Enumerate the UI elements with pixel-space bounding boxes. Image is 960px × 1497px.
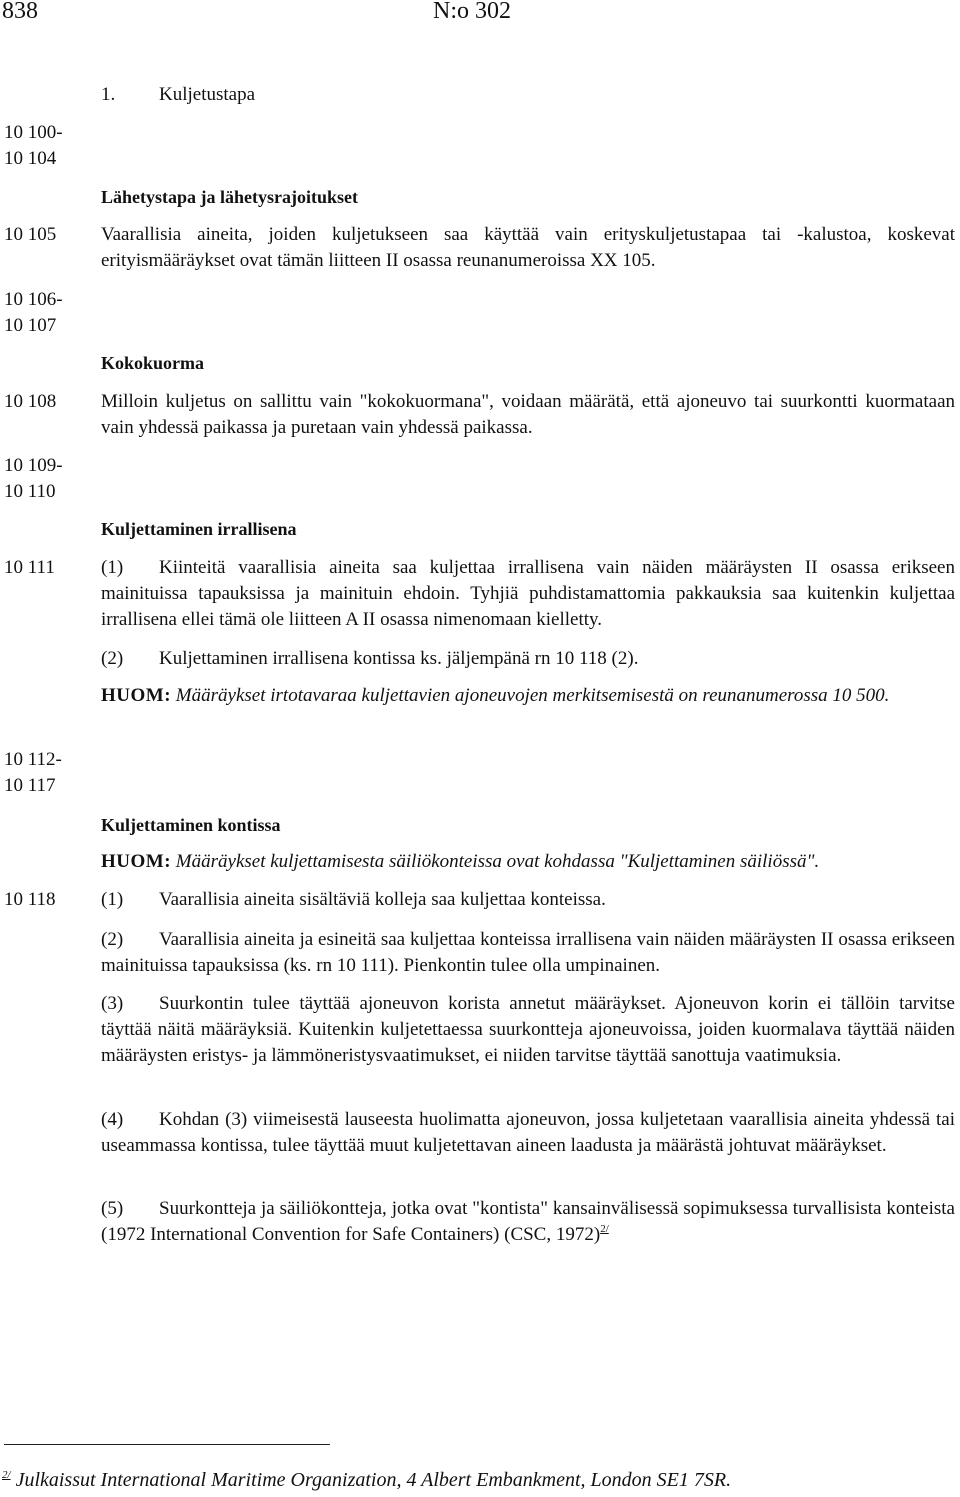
paragraph-10118-5 [101,1196,955,1248]
item-text: Vaarallisia aineita sisältäviä kolleja saa kuljettaa konteissa. [159,889,606,910]
issue-number: N:o 302 [433,0,511,24]
paragraph-10118-2 [101,927,955,979]
note-text: Määräykset irtotavaraa kuljettavien ajoneuvojen merkitsemisestä on reunanumerossa 10 500. [175,685,890,706]
margin-number [4,555,55,581]
margin-number-line: 10 100- [4,122,63,143]
heading-kokokuorma: Kokokuorma [101,353,205,373]
item-text: Kuljettaminen irrallisena kontissa ks. jäljempänä rn 10 118 (2). [159,648,639,669]
note-label: HUOM: [101,851,172,872]
item-text: Suurkontin tulee täyttää ajoneuvon korista annetut määräykset. Ajoneuvon korin ei tällöin tarvitse täyttää näitä määräyksiä. Kuitenkin kuljetettaessa suurkontteja ajoneuvoissa, joiden kuormalava täyttää näiden määräysten eristys- ja lämmöneristysvaatimukset, ei niiden tarvitse täyttää sanottuja vaatimuksia. [101,993,955,1066]
footnote-divider [4,1444,330,1445]
paragraph-10118-4 [101,1107,955,1159]
heading-lahetystapa: Lähetystapa ja lähetysrajoitukset [101,187,358,207]
margin-number-line: 10 117 [4,775,56,796]
footnote-marker: 2/ [2,1469,11,1481]
heading-kontissa: Kuljettaminen kontissa [101,815,281,835]
margin-number-line: 10 109- [4,455,63,476]
margin-number-line: 10 112- [4,749,62,770]
margin-number [4,389,56,415]
paragraph-10108: Milloin kuljetus on sallittu vain "kokokuormana", voidaan määrätä, että ajoneuvo tai suurkontti kuormataan vain yhdessä paikassa ja puretaan vain yhdessä paikassa. [101,391,955,438]
margin-number-line: 10 118 [4,889,56,910]
item-label: (2) [101,648,124,669]
section-title-text: Kuljetustapa [159,84,256,105]
item-text: Vaarallisia aineita ja esineitä saa kuljettaa konteissa irrallisena vain näiden määräysten II osassa erikseen mainituissa tapauksissa (ks. rn 10 111). Pienkontin tulee olla umpinainen. [101,929,955,976]
margin-number-line: 10 106- [4,289,63,310]
item-label: (5) [101,1198,124,1219]
margin-number [4,887,56,913]
item-label: (3) [101,993,124,1014]
note-text: Määräykset kuljettamisesta säiliökonteissa ovat kohdassa "Kuljettaminen säiliössä". [175,851,820,872]
footnote [2,1467,731,1493]
margin-number-line: 10 107 [4,315,57,336]
item-label: (4) [101,1109,124,1130]
paragraph-10118-3 [101,991,955,1069]
page-number: 838 [2,0,38,24]
paragraph-10118-1 [101,887,955,913]
margin-number [4,287,63,339]
paragraph-10105: Vaarallisia aineita, joiden kuljetukseen saa käyttää vain erityskuljetustapaa tai -kalustoa, koskevat erityismääräykset ovat tämän liitteen II osassa reunanumeroissa XX 105. [101,224,955,271]
footnote-text: Julkaissut International Maritime Organization, 4 Albert Embankment, London SE1 7SR. [15,1469,732,1491]
paragraph-10111-1 [101,555,955,633]
item-text: Suurkontteja ja säiliökontteja, jotka ovat "kontista" kansainvälisessä sopimuksessa turvallisista konteista (1972 International Convention for Safe Containers) (CSC, 1972) [101,1198,955,1245]
section-number: 1. [101,84,116,105]
margin-number [4,120,63,172]
item-label: (1) [101,889,124,910]
margin-number [4,747,62,799]
item-text: Kohdan (3) viimeisestä lauseesta huolimatta ajoneuvon, jossa kuljetetaan vaarallisia aineita yhdessä tai useammassa kontissa, tulee täyttää muut kuljetettavan aineen laadusta ja määrästä johtuvat määräykset. [101,1109,955,1156]
margin-number-line: 10 111 [4,557,55,578]
note-huom-1 [101,683,955,709]
margin-number [4,222,56,248]
note-huom-2 [101,849,955,875]
margin-number [4,453,63,505]
margin-number-line: 10 104 [4,148,57,169]
margin-number-line: 10 105 [4,224,57,245]
note-label: HUOM: [101,685,172,706]
margin-number-line: 10 108 [4,391,57,412]
margin-number-line: 10 110 [4,481,56,502]
paragraph-10111-2 [101,646,955,672]
section-title [101,82,255,108]
item-text: Kiinteitä vaarallisia aineita saa kuljettaa irrallisena vain näiden määräysten II osassa erikseen mainituissa tapauksissa ja mainituin ehdoin. Tyhjiä puhdistamattomia pakkauksia saa kuitenkin kuljettaa irrallisena ellei tämä ole liitteen A II osassa nimenomaan kielletty. [101,557,955,630]
heading-irrallisena: Kuljettaminen irrallisena [101,519,297,539]
item-label: (1) [101,557,124,578]
item-label: (2) [101,929,124,950]
footnote-reference: 2/ [600,1223,609,1235]
